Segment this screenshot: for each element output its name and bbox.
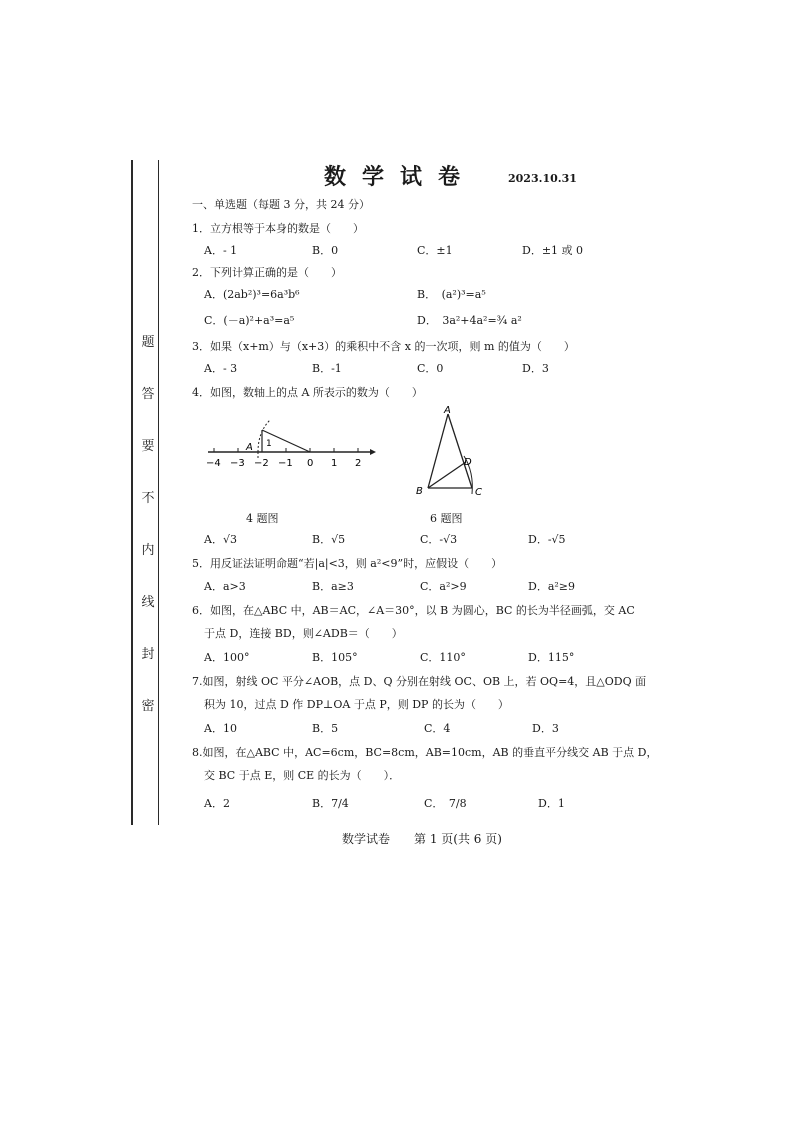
vertex-b-label: B [416, 486, 423, 497]
question-7-stem: 7.如图，射线 OC 平分∠AOB，点 D、Q 分别在射线 OC、OB 上，若 OQ=4，且△ODQ 面 [192, 675, 647, 688]
question-2-option-d[interactable]: D． 3a²+4a²=¾ a² [417, 314, 522, 327]
question-8-stem-cont: 交 BC 于点 E，则 CE 的长为（ ）． [204, 769, 401, 782]
figure-6-triangle [412, 404, 492, 500]
question-1-option-d[interactable]: D．±1 或 0 [522, 244, 584, 257]
question-3-option-c[interactable]: C．0 [417, 362, 444, 375]
question-4-stem: 4．如图，数轴上的点 A 所表示的数为（ ） [192, 386, 423, 399]
question-3-option-d[interactable]: D．3 [522, 362, 549, 375]
tick-label: 0 [307, 458, 314, 469]
question-1-option-c[interactable]: C．±1 [417, 244, 453, 257]
margin-char: 密 [141, 699, 155, 714]
tick-label: −3 [230, 458, 245, 469]
page-title: 数学试卷 [324, 164, 477, 190]
question-2-option-a[interactable]: A．(2ab²)³=6a³b⁶ [204, 288, 300, 301]
question-7-option-c[interactable]: C．4 [424, 722, 451, 735]
question-8-option-a[interactable]: A．2 [204, 797, 230, 810]
question-5-option-c[interactable]: C．a²>9 [420, 580, 467, 593]
question-5-option-a[interactable]: A．a>3 [204, 580, 246, 593]
question-6-option-d[interactable]: D．115° [528, 651, 575, 664]
question-8-option-d[interactable]: D．1 [538, 797, 565, 810]
question-5-stem: 5．用反证法证明命题“若|a|<3，则 a²<9”时，应假设（ ） [192, 557, 503, 570]
question-4-option-b[interactable]: B．√5 [312, 533, 346, 546]
margin-char: 答 [141, 387, 155, 402]
question-7-option-d[interactable]: D．3 [532, 722, 559, 735]
tick-label: −1 [278, 458, 293, 469]
question-6-option-a[interactable]: A．100° [204, 651, 250, 664]
margin-char: 题 [141, 335, 155, 350]
question-5-option-d[interactable]: D．a²≥9 [528, 580, 576, 593]
question-7-option-a[interactable]: A．10 [204, 722, 237, 735]
question-1-stem: 1．立方根等于本身的数是（ ） [192, 222, 364, 235]
figure-4-caption: 4 题图 [246, 512, 279, 525]
margin-char: 封 [141, 647, 155, 662]
question-1-option-a[interactable]: A．- 1 [204, 244, 238, 257]
segment-label: 1 [266, 439, 272, 449]
figure-4-number-line [196, 410, 376, 480]
margin-char: 要 [141, 439, 155, 454]
question-4-option-d[interactable]: D．-√5 [528, 533, 566, 546]
vertex-a-label: A [444, 405, 451, 416]
exam-date: 2023.10.31 [508, 172, 577, 185]
question-3-stem: 3．如果（x+m）与（x+3）的乘积中不含 x 的一次项，则 m 的值为（ ） [192, 340, 575, 353]
page-footer: 数学试卷 第 1 页(共 6 页) [342, 832, 502, 846]
figure-6-caption: 6 题图 [430, 512, 463, 525]
question-4-option-c[interactable]: C．-√3 [420, 533, 458, 546]
question-3-option-b[interactable]: B．-1 [312, 362, 342, 375]
tick-label: −4 [206, 458, 221, 469]
question-7-option-b[interactable]: B．5 [312, 722, 339, 735]
question-6-stem: 6．如图，在△ABC 中，AB＝AC，∠A＝30°，以 B 为圆心，BC 的长为半径画弧，交 AC [192, 604, 635, 617]
question-2-stem: 2．下列计算正确的是（ ） [192, 266, 342, 279]
binding-line-outer [131, 160, 133, 825]
question-5-option-b[interactable]: B．a≥3 [312, 580, 354, 593]
vertex-c-label: C [475, 487, 482, 498]
margin-char: 线 [141, 595, 155, 610]
question-4-option-a[interactable]: A．√3 [204, 533, 237, 546]
question-6-stem-cont: 于点 D，连接 BD，则∠ADB＝（ ） [204, 627, 403, 640]
binding-line-inner [158, 160, 159, 825]
question-1-option-b[interactable]: B．0 [312, 244, 339, 257]
question-6-option-b[interactable]: B．105° [312, 651, 358, 664]
section-heading: 一、单选题（每题 3 分，共 24 分） [192, 198, 370, 211]
question-8-stem: 8.如图，在△ABC 中，AC=6cm，BC=8cm，AB=10cm，AB 的垂直平分线交 AB 于点 D， [192, 746, 658, 759]
question-2-option-c[interactable]: C．(－a)²+a³=a⁵ [204, 314, 295, 327]
question-8-option-b[interactable]: B．7/4 [312, 797, 349, 810]
question-3-option-a[interactable]: A．- 3 [204, 362, 238, 375]
margin-char: 内 [141, 543, 155, 558]
question-7-stem-cont: 积为 10，过点 D 作 DP⊥OA 于点 P，则 DP 的长为（ ） [204, 698, 509, 711]
question-2-option-b[interactable]: B． (a²)³=a⁵ [417, 288, 486, 301]
margin-char: 不 [141, 491, 155, 506]
vertex-d-label: D [464, 457, 472, 468]
tick-label: 1 [331, 458, 338, 469]
tick-label: −2 [254, 458, 269, 469]
question-8-option-c[interactable]: C． 7/8 [424, 797, 467, 810]
number-line-arrow [370, 449, 376, 455]
question-6-option-c[interactable]: C．110° [420, 651, 466, 664]
side-ac [448, 414, 472, 488]
tick-label: 2 [355, 458, 362, 469]
point-a-label: A [246, 442, 253, 453]
